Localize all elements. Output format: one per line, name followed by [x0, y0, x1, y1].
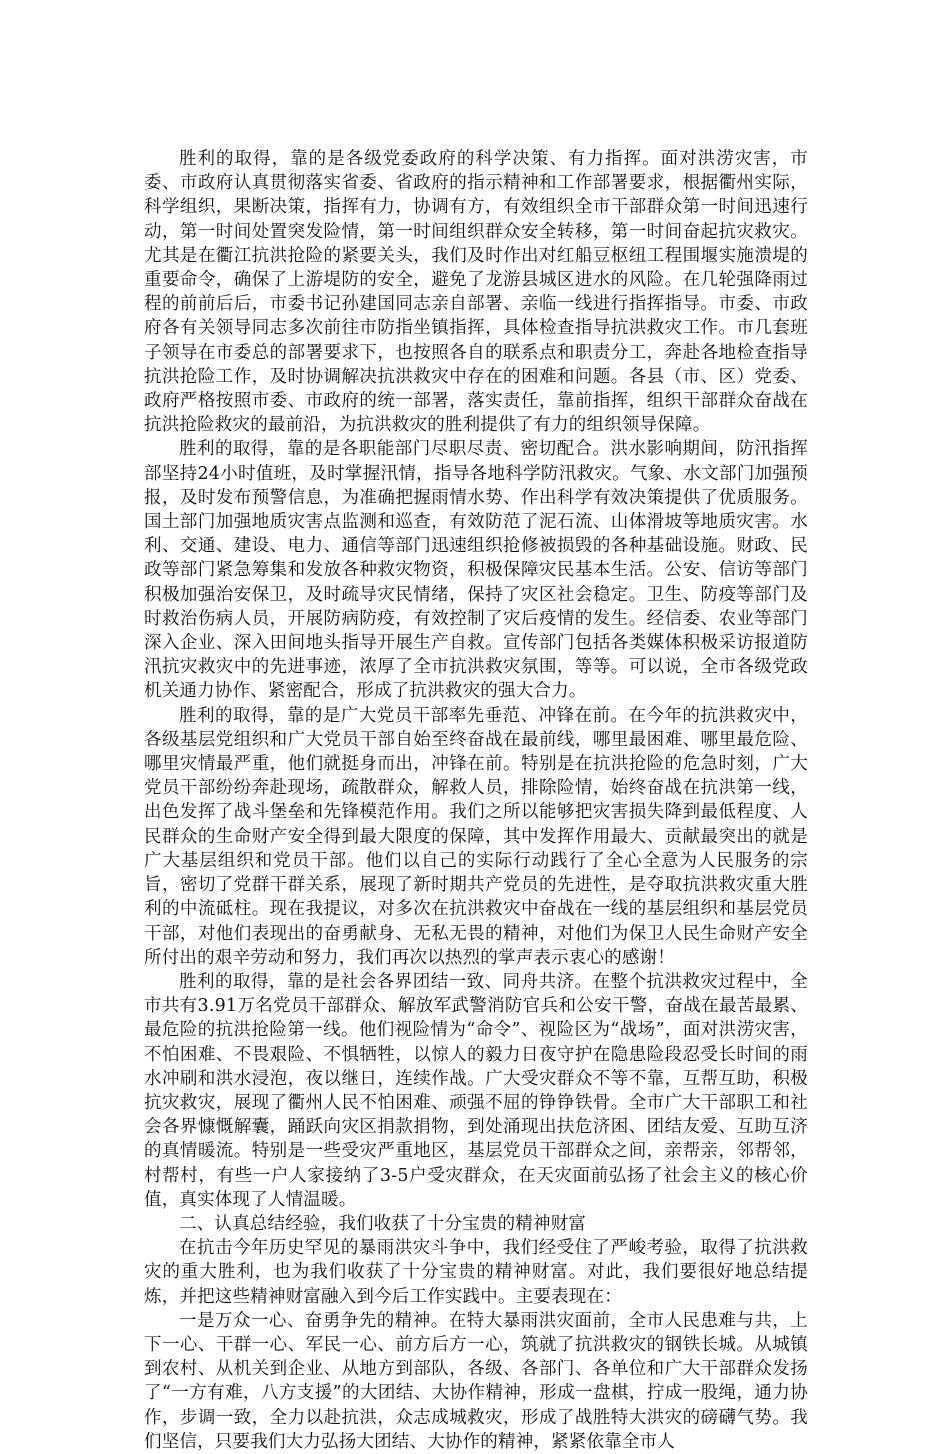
- paragraph-spirit-one: 一是万众一心、奋勇争先的精神。在特大暴雨洪灾面前，全市人民患难与共，上下一心、干群一心、军民一心、前方后方一心，筑就了抗洪救灾的钢铁长城。从城镇到农村、从机关到企业、从地方到部队，各级、各部门、各单位和广大干部群众发扬了“一方有难，八方支援”的大团结、大协作精神，形成一盘棋，拧成一股绳，通力协作，步调一致，全力以赴抗洪，众志成城救灾，形成了战胜特大洪灾的磅礴气势。我们坚信，只要我们大力弘扬大团结、大协作的精神，紧紧依靠全市人: [144, 1310, 808, 1452]
- document-body: [144, 147, 808, 1454]
- paragraph-society-unity: 胜利的取得，靠的是社会各界团结一致、同舟共济。在整个抗洪救灾过程中，全市共有3.91万名党员干部群众、解放军武警消防官兵和公安干警，奋战在最苦最累、最危险的抗洪抢险第一线。他们视险情为“命令”、视险区为“战场”，面对洪涝灾害，不怕困难、不畏艰险、不惧牺牲，以惊人的毅力日夜守护在隐患险段忍受长时间的雨水冲刷和洪水浸泡，夜以继日，连续作战。广大受灾群众不等不靠，互帮互助，积极抗灾救灾，展现了衢州人民不怕困难、顽强不屈的铮铮铁骨。全市广大干部职工和社会各界慷慨解囊，踊跃向灾区捐款捐物，到处涌现出扶危济困、团结友爱、互助互济的真情暖流。特别是一些受灾严重地区，基层党员干部群众之间，亲帮亲，邻帮邻，村帮村，有些一户人家接纳了3-5户受灾群众，在天灾面前弘扬了社会主义的核心价值，真实体现了人情温暖。: [144, 971, 808, 1210]
- section-heading-two: 二、认真总结经验，我们收获了十分宝贵的精神财富: [179, 1213, 587, 1234]
- paragraph-party-members: 胜利的取得，靠的是广大党员干部率先垂范、冲锋在前。在今年的抗洪救灾中，各级基层党组织和广大党员干部自始至终奋战在最前线，哪里最困难、哪里最危险、哪里灾情最严重，他们就挺身而出，冲锋在前。特别是在抗洪抢险的危急时刻，广大党员干部纷纷奔赴现场，疏散群众，解救人员，排除险情，始终奋战在抗洪第一线，出色发挥了战斗堡垒和先锋模范作用。我们之所以能够把灾害损失降到最低程度、人民群众的生命财产安全得到最大限度的保障，其中发挥作用最大、贡献最突出的就是广大基层组织和党员干部。他们以自己的实际行动践行了全心全意为人民服务的宗旨，密切了党群干群关系，展现了新时期共产党员的先进性，是夺取抗洪救灾重大胜利的中流砥柱。现在我提议，对多次在抗洪救灾中奋战在一线的基层组织和基层党员干部，对他们表现出的奋勇献身、无私无畏的精神，对他们为保卫人民生命财产安全所付出的艰辛劳动和努力，我们再次以热烈的掌声表示衷心的感谢！: [144, 705, 808, 968]
- paragraph-leadership: 胜利的取得，靠的是各级党委政府的科学决策、有力指挥。面对洪涝灾害，市委、市政府认真贯彻落实省委、省政府的指示精神和工作部署要求，根据衢州实际，科学组织，果断决策，指挥有力，协调有方，有效组织全市干部群众第一时间迅速行动，第一时间处置突发险情，第一时间组织群众安全转移，第一时间奋起抗灾救灾。尤其是在衢江抗洪抢险的紧要关头，我们及时作出对红船豆枢纽工程围堰实施溃堤的重要命令，确保了上游堤防的安全，避免了龙游县城区进水的风险。在几轮强降雨过程的前前后后，市委书记孙建国同志亲自部署、亲临一线进行指挥指导。市委、市政府各有关领导同志多次前往市防指坐镇指挥，具体检查指导抗洪救灾工作。市几套班子领导在市委总的部署要求下，也按照各自的联系点和职责分工，奔赴各地检查指导抗洪抢险工作，及时协调解决抗洪救灾中存在的困难和问题。各县（市、区）党委、政府严格按照市委、市政府的统一部署，落实责任，靠前指挥，组织干部群众奋战在抗洪抢险救灾的最前沿，为抗洪救灾的胜利提供了有力的组织领导保障。: [144, 149, 808, 436]
- paragraph-departments: 胜利的取得，靠的是各职能部门尽职尽责、密切配合。洪水影响期间，防汛指挥部坚持24小时值班，及时掌握汛情，指导各地科学防汛救灾。气象、水文部门加强预报，及时发布预警信息，为准确把握雨情水势、作出科学有效决策提供了优质服务。国土部门加强地质灾害点监测和巡查，有效防范了泥石流、山体滑坡等地质灾害。水利、交通、建设、电力、通信等部门迅速组织抢修被损毁的各种基础设施。财政、民政等部门紧急筹集和发放各种救灾物资，积极保障灾民基本生活。公安、信访等部门积极加强治安保卫，及时疏导灾民情绪，保持了灾区社会稳定。卫生、防疫等部门及时救治伤病人员，开展防病防疫，有效控制了灾后疫情的发生。经信委、农业等部门深入企业、深入田间地头指导开展生产自救。宣传部门包括各类媒体积极采访报道防汛抗灾救灾中的先进事迹，浓厚了全市抗洪救灾氛围，等等。可以说，全市各级党政机关通力协作、紧密配合，形成了抗洪救灾的强大合力。: [144, 439, 808, 702]
- paragraph-section-intro: 在抗击今年历史罕见的暴雨洪灾斗争中，我们经受住了严峻考验，取得了抗洪救灾的重大胜利，也为我们收获了十分宝贵的精神财富。对此，我们要很好地总结提炼，并把这些精神财富融入到今后工作实践中。主要表现在：: [144, 1238, 808, 1307]
